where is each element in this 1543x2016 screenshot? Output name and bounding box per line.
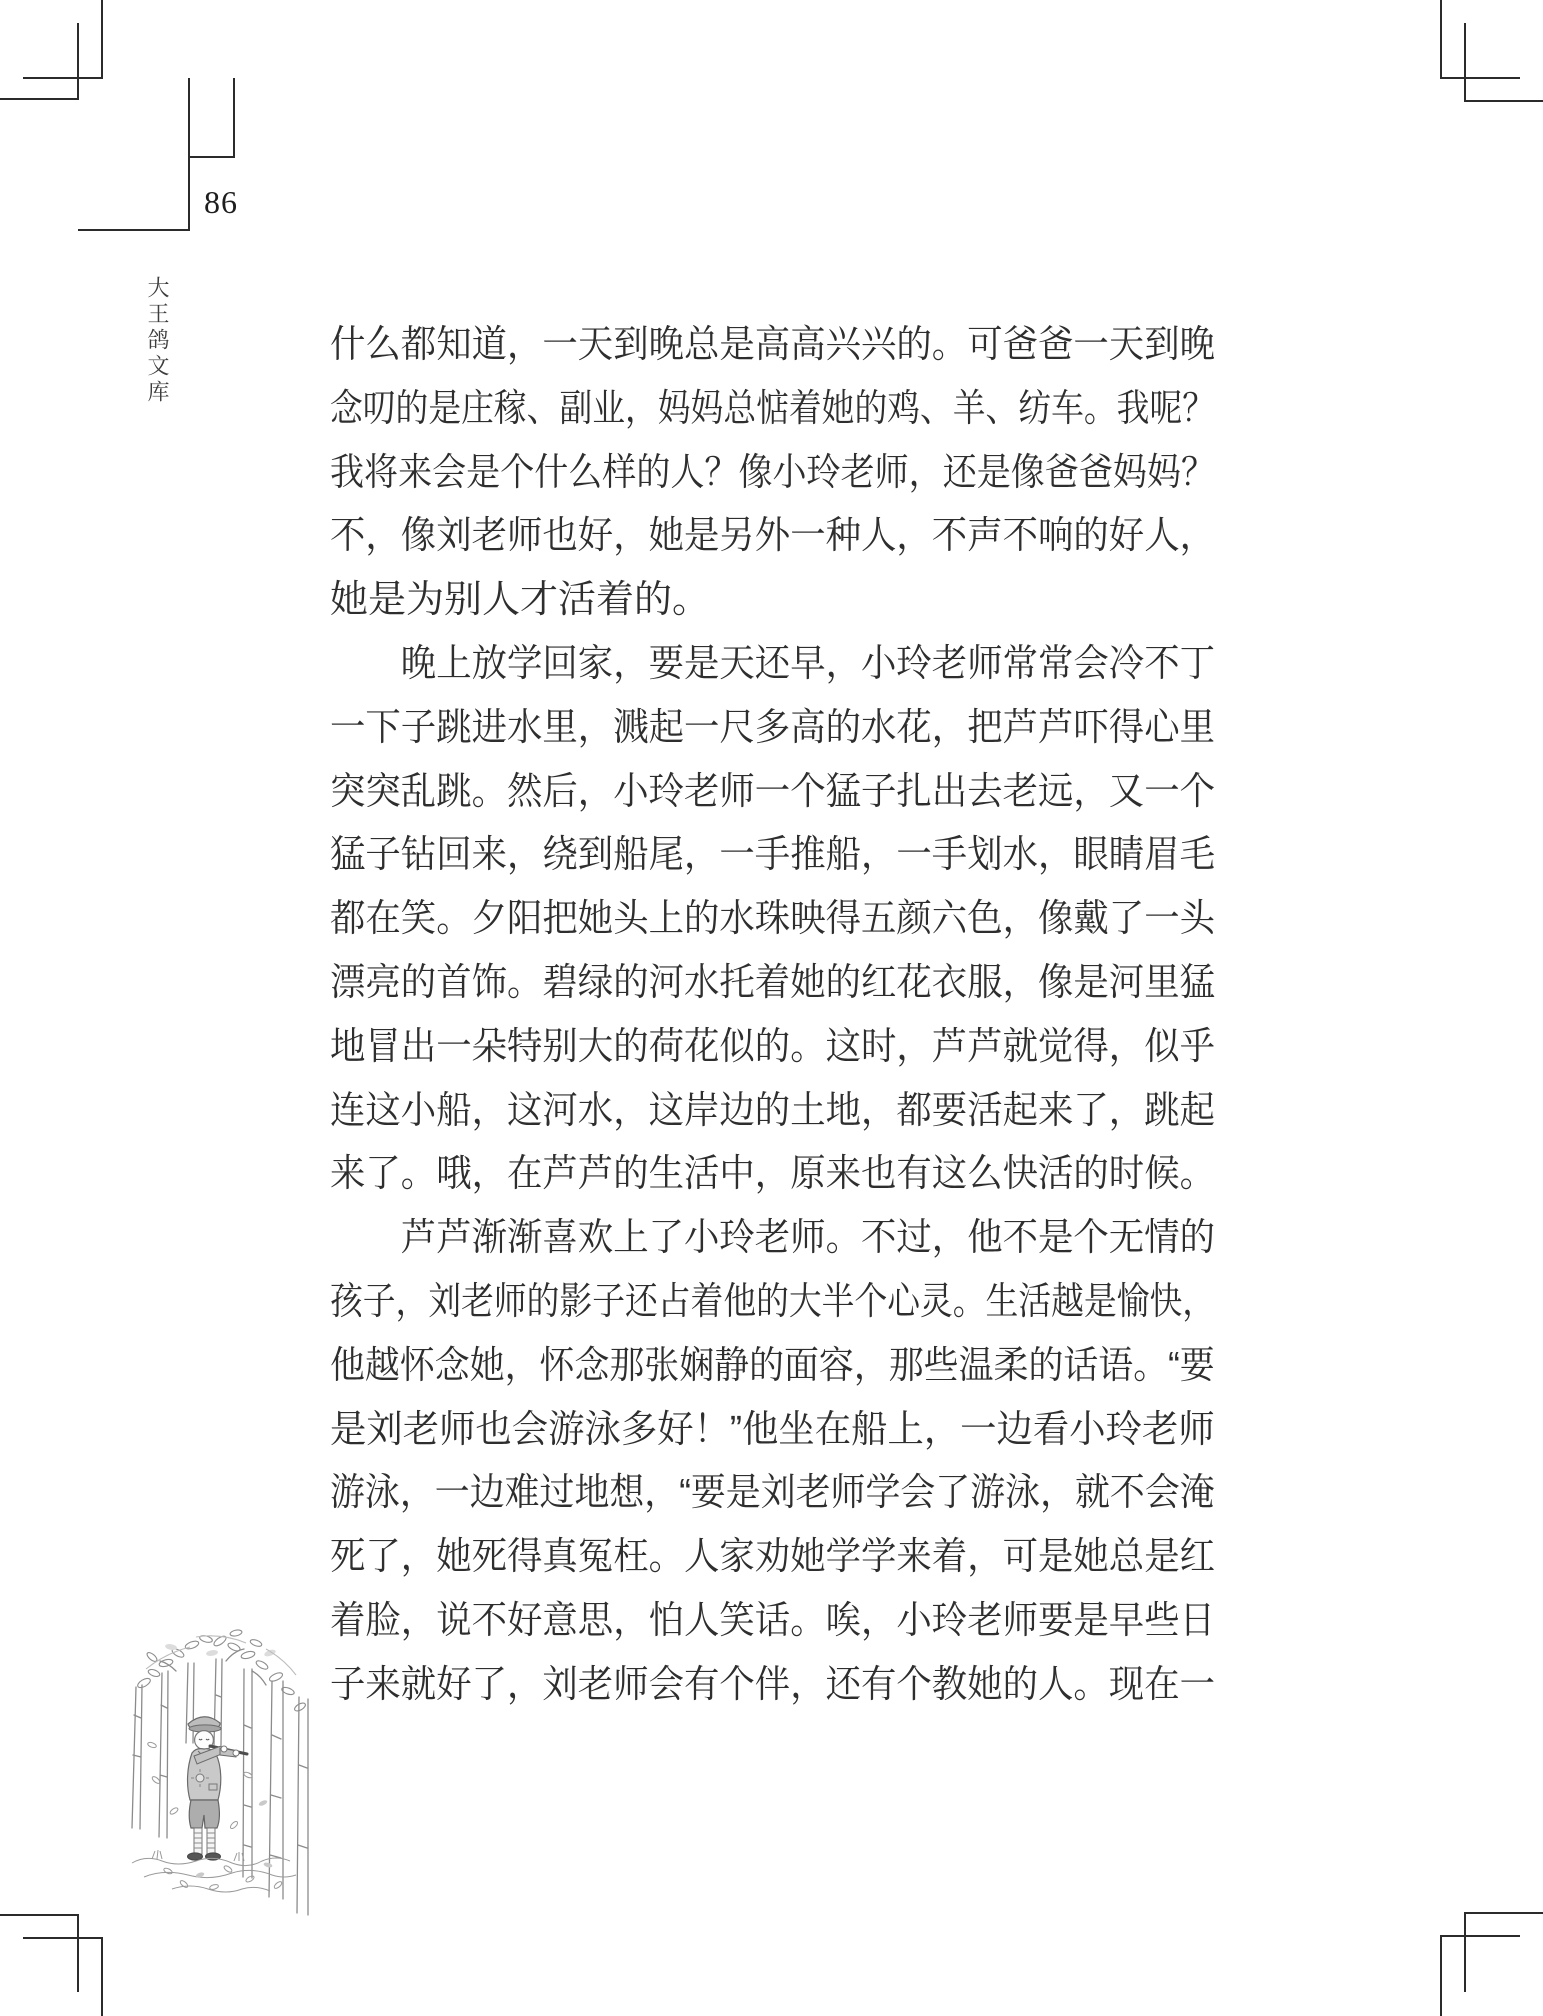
text-line: 什么都知道，一天到晚总是高高兴兴的。可爸爸一天到晚 — [330, 324, 1216, 366]
text-line: 她是为别人才活着的。 — [330, 579, 711, 622]
page-number-frame-vertical-short — [233, 78, 235, 158]
text-line: 连这小船，这河水，这岸边的土地，都要活起来了，跳起 — [330, 1089, 1216, 1132]
crop-mark-bottom-right-inner-vertical — [1464, 1912, 1466, 1992]
body-text — [330, 314, 1215, 1718]
text-line: 我将来会是个什么样的人？像小玲老师，还是像爸爸妈妈？ — [330, 451, 1216, 494]
breeches — [189, 1800, 219, 1828]
page-number-frame-horizontal-top — [188, 156, 235, 158]
crop-mark-top-right-vertical — [1440, 0, 1442, 79]
text-line: 着脸，说不好意思，怕人笑话。唉，小玲老师要是早些日 — [330, 1599, 1216, 1642]
sock-right — [207, 1828, 215, 1854]
crop-mark-bottom-right-inner-horizontal — [1464, 1912, 1543, 1914]
crop-mark-top-left-inner-vertical — [77, 23, 79, 100]
crop-mark-bottom-left-horizontal — [23, 1937, 103, 1939]
crop-mark-top-left-vertical — [101, 0, 103, 79]
text-line: 地冒出一朵特别大的荷花似的。这时，芦芦就觉得，似乎 — [330, 1025, 1216, 1068]
page-number-frame-horizontal-bottom — [78, 229, 190, 231]
forest-flute-illustration-svg — [116, 1625, 314, 1927]
crop-mark-bottom-left-inner-vertical — [77, 1914, 79, 1992]
hand-right — [233, 1750, 239, 1756]
text-line: 是刘老师也会游泳多好！”他坐在船上，一边看小玲老师 — [330, 1408, 1215, 1451]
text-line: 游泳，一边难过地想，“要是刘老师学会了游泳，就不会淹 — [330, 1472, 1215, 1515]
text-line: 一下子跳进水里，溅起一尺多高的水花，把芦芦吓得心里 — [330, 706, 1216, 749]
text-line: 来了。哦，在芦芦的生活中，原来也有这么快活的时候。 — [330, 1153, 1216, 1196]
crop-mark-bottom-left-vertical — [101, 1937, 103, 2016]
crop-mark-top-right-inner-horizontal — [1464, 100, 1543, 102]
crop-mark-bottom-right-vertical — [1440, 1935, 1442, 2016]
flute-boy — [188, 1717, 248, 1860]
crop-mark-top-right-inner-vertical — [1464, 23, 1466, 102]
text-line: 死了，她死得真冤枉。人家劝她学学来着，可是她总是红 — [330, 1536, 1216, 1579]
forest-flute-illustration — [116, 1625, 314, 1927]
text-line: 子来就好了，刘老师会有个伴，还有个教她的人。现在一 — [330, 1663, 1216, 1706]
text-line: 念叨的是庄稼、副业，妈妈总惦着她的鸡、羊、纺车。我呢？ — [330, 387, 1216, 430]
text-line: 他越怀念她，怀念那张娴静的面容，那些温柔的话语。“要 — [330, 1344, 1215, 1387]
crop-mark-top-right-horizontal — [1440, 77, 1520, 79]
flower-patch — [196, 1774, 204, 1782]
hand-left — [221, 1746, 227, 1752]
page-number: 86 — [204, 184, 238, 220]
sock-left — [194, 1828, 202, 1854]
text-line: 突突乱跳。然后，小玲老师一个猛子扎出去老远，又一个 — [330, 770, 1216, 813]
text-line: 猛子钻回来，绕到船尾，一手推船，一手划水，眼睛眉毛 — [330, 834, 1216, 877]
crop-mark-top-left-horizontal — [23, 77, 103, 79]
collection-spine-label: 大王鸽文库 — [145, 276, 170, 406]
page-number-frame-vertical-long — [188, 78, 190, 231]
text-line: 漂亮的首饰。碧绿的河水托着她的红花衣服，像是河里猛 — [330, 961, 1216, 1004]
text-line: 都在笑。夕阳把她头上的水珠映得五颜六色，像戴了一头 — [330, 898, 1216, 941]
text-line: 芦芦渐渐喜欢上了小玲老师。不过，他不是个无情的 — [400, 1217, 1216, 1260]
shoe-left — [188, 1853, 203, 1860]
crop-mark-bottom-left-inner-horizontal — [0, 1914, 79, 1916]
text-line: 不，像刘老师也好，她是另外一种人，不声不响的好人， — [330, 515, 1216, 558]
crop-mark-bottom-right-horizontal — [1440, 1935, 1520, 1937]
crop-mark-top-left-inner-horizontal — [0, 98, 79, 100]
text-line: 孩子，刘老师的影子还占着他的大半个心灵。生活越是愉快， — [330, 1280, 1216, 1323]
text-line: 晚上放学回家，要是天还早，小玲老师常常会冷不丁 — [400, 642, 1216, 685]
